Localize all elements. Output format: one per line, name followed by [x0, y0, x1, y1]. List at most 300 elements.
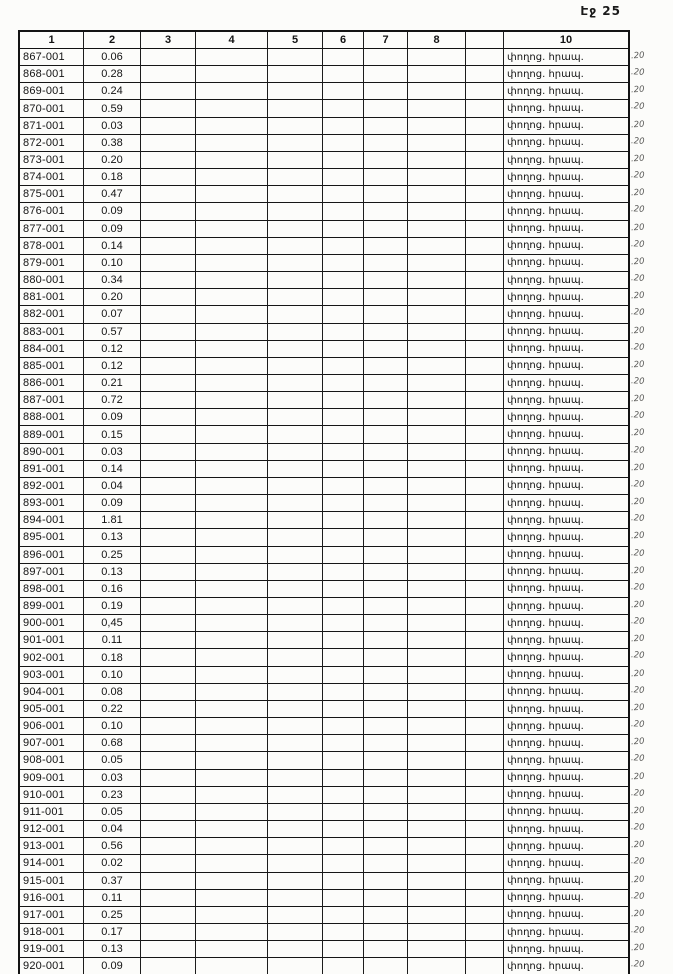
row-label-cell: փողոց. հրապ.	[504, 461, 628, 478]
empty-cell	[196, 735, 268, 752]
empty-cell	[141, 821, 196, 838]
empty-cell	[364, 804, 408, 821]
empty-cell	[196, 358, 268, 375]
row-id-cell: 898-001	[20, 581, 84, 598]
margin-annotations	[631, 47, 671, 973]
empty-cell	[466, 66, 504, 83]
empty-cell	[408, 838, 466, 855]
empty-cell	[408, 426, 466, 443]
empty-cell	[364, 855, 408, 872]
empty-cell	[323, 770, 364, 787]
margin-annotation: .20	[630, 290, 645, 302]
empty-cell	[268, 855, 323, 872]
margin-annotation: .20	[630, 925, 645, 936]
empty-cell	[141, 66, 196, 83]
row-id-cell: 914-001	[20, 855, 84, 872]
empty-cell	[408, 615, 466, 632]
empty-cell	[364, 118, 408, 135]
empty-cell	[196, 83, 268, 100]
empty-cell	[141, 855, 196, 872]
value-cell: 0.10	[84, 718, 141, 735]
empty-cell	[408, 564, 466, 581]
empty-cell	[141, 735, 196, 752]
empty-cell	[408, 649, 466, 666]
column-header-2: 2	[84, 32, 141, 49]
margin-annotation: .20	[630, 444, 645, 456]
row-id-cell: 889-001	[20, 426, 84, 443]
row-id-cell: 870-001	[20, 100, 84, 117]
empty-cell	[408, 752, 466, 769]
empty-cell	[323, 426, 364, 443]
margin-annotation: .20	[630, 890, 645, 902]
empty-cell	[364, 100, 408, 117]
value-cell: 0.10	[84, 255, 141, 272]
value-cell: 0.14	[84, 461, 141, 478]
empty-cell	[364, 461, 408, 478]
empty-cell	[466, 238, 504, 255]
empty-cell	[466, 49, 504, 66]
empty-cell	[323, 358, 364, 375]
value-cell: 0.09	[84, 203, 141, 220]
empty-cell	[141, 152, 196, 169]
value-cell: 0.72	[84, 392, 141, 409]
empty-cell	[466, 958, 504, 974]
value-cell: 0.09	[84, 958, 141, 974]
empty-cell	[196, 495, 268, 512]
empty-cell	[408, 203, 466, 220]
empty-cell	[364, 701, 408, 718]
empty-cell	[466, 341, 504, 358]
empty-cell	[364, 941, 408, 958]
row-label-cell: փողոց. հրապ.	[504, 804, 628, 821]
value-cell: 0.18	[84, 169, 141, 186]
row-label-cell: փողոց. հրապ.	[504, 787, 628, 804]
margin-annotation: .20	[630, 719, 645, 730]
empty-cell	[323, 907, 364, 924]
empty-cell	[196, 324, 268, 341]
empty-cell	[196, 375, 268, 392]
value-cell: 0.47	[84, 186, 141, 203]
column-header-3: 3	[141, 32, 196, 49]
empty-cell	[466, 924, 504, 941]
row-id-cell: 892-001	[20, 478, 84, 495]
empty-cell	[196, 564, 268, 581]
margin-annotation: .20	[630, 873, 645, 885]
empty-cell	[268, 49, 323, 66]
empty-cell	[323, 941, 364, 958]
empty-cell	[364, 547, 408, 564]
row-label-cell: փողոց. հրապ.	[504, 341, 628, 358]
empty-cell	[268, 478, 323, 495]
empty-cell	[466, 324, 504, 341]
margin-annotation: .20	[630, 788, 645, 799]
row-label-cell: փողոց. հրապ.	[504, 221, 628, 238]
empty-cell	[408, 306, 466, 323]
value-cell: 0.13	[84, 529, 141, 546]
row-id-cell: 913-001	[20, 838, 84, 855]
empty-cell	[323, 186, 364, 203]
empty-cell	[364, 649, 408, 666]
empty-cell	[323, 752, 364, 769]
empty-cell	[268, 66, 323, 83]
row-id-cell: 886-001	[20, 375, 84, 392]
empty-cell	[323, 667, 364, 684]
margin-annotation: .20	[630, 942, 645, 954]
empty-cell	[408, 718, 466, 735]
margin-annotation: .20	[630, 273, 645, 284]
column-header-10: 10	[504, 32, 628, 49]
empty-cell	[196, 684, 268, 701]
empty-cell	[141, 924, 196, 941]
row-id-cell: 893-001	[20, 495, 84, 512]
value-cell: 0.59	[84, 100, 141, 117]
row-label-cell: փողոց. հրապ.	[504, 66, 628, 83]
empty-cell	[268, 512, 323, 529]
empty-cell	[141, 341, 196, 358]
value-cell: 0.24	[84, 83, 141, 100]
empty-cell	[466, 855, 504, 872]
empty-cell	[268, 890, 323, 907]
empty-cell	[268, 135, 323, 152]
empty-cell	[364, 186, 408, 203]
empty-cell	[268, 118, 323, 135]
empty-cell	[196, 718, 268, 735]
empty-cell	[268, 375, 323, 392]
empty-cell	[408, 855, 466, 872]
row-id-cell: 903-001	[20, 667, 84, 684]
empty-cell	[141, 83, 196, 100]
empty-cell	[408, 49, 466, 66]
row-label-cell: փողոց. հրապ.	[504, 358, 628, 375]
empty-cell	[364, 924, 408, 941]
row-id-cell: 916-001	[20, 890, 84, 907]
empty-cell	[196, 924, 268, 941]
empty-cell	[141, 701, 196, 718]
value-cell: 0.09	[84, 495, 141, 512]
empty-cell	[466, 306, 504, 323]
empty-cell	[408, 478, 466, 495]
empty-cell	[141, 804, 196, 821]
empty-cell	[196, 272, 268, 289]
empty-cell	[408, 873, 466, 890]
empty-cell	[141, 392, 196, 409]
row-id-cell: 896-001	[20, 547, 84, 564]
empty-cell	[268, 907, 323, 924]
empty-cell	[466, 632, 504, 649]
empty-cell	[466, 735, 504, 752]
empty-cell	[268, 444, 323, 461]
empty-cell	[141, 770, 196, 787]
row-id-cell: 901-001	[20, 632, 84, 649]
page-number: Էջ 25	[580, 4, 621, 18]
row-label-cell: փողոց. հրապ.	[504, 547, 628, 564]
empty-cell	[141, 444, 196, 461]
empty-cell	[141, 461, 196, 478]
empty-cell	[364, 203, 408, 220]
empty-cell	[141, 787, 196, 804]
column-header-4: 4	[196, 32, 268, 49]
margin-annotation: .20	[630, 805, 645, 817]
margin-annotation: .20	[630, 565, 645, 577]
row-label-cell: փողոց. հրապ.	[504, 444, 628, 461]
empty-cell	[323, 890, 364, 907]
empty-cell	[466, 684, 504, 701]
empty-cell	[364, 289, 408, 306]
empty-cell	[466, 272, 504, 289]
empty-cell	[196, 752, 268, 769]
margin-annotation: .20	[630, 856, 645, 868]
value-cell: 0.06	[84, 49, 141, 66]
value-cell: 0.37	[84, 873, 141, 890]
row-label-cell: փողոց. հրապ.	[504, 186, 628, 203]
empty-cell	[466, 598, 504, 615]
margin-annotation: .20	[630, 239, 645, 250]
empty-cell	[364, 409, 408, 426]
empty-cell	[196, 873, 268, 890]
row-id-cell: 890-001	[20, 444, 84, 461]
column-header-7: 7	[364, 32, 408, 49]
empty-cell	[323, 564, 364, 581]
value-cell: 0.12	[84, 341, 141, 358]
value-cell: 0.07	[84, 306, 141, 323]
empty-cell	[196, 478, 268, 495]
empty-cell	[323, 100, 364, 117]
row-label-cell: փողոց. հրապ.	[504, 958, 628, 974]
value-cell: 0.17	[84, 924, 141, 941]
empty-cell	[196, 787, 268, 804]
row-id-cell: 880-001	[20, 272, 84, 289]
margin-annotation: .20	[630, 324, 645, 336]
value-cell: 0.57	[84, 324, 141, 341]
empty-cell	[268, 804, 323, 821]
value-cell: 0.03	[84, 118, 141, 135]
empty-cell	[141, 838, 196, 855]
row-id-cell: 905-001	[20, 701, 84, 718]
column-header-1: 1	[20, 32, 84, 49]
margin-annotation: .20	[630, 839, 645, 851]
empty-cell	[364, 444, 408, 461]
value-cell: 0.56	[84, 838, 141, 855]
margin-annotation: .20	[630, 376, 645, 387]
empty-cell	[408, 804, 466, 821]
empty-cell	[364, 735, 408, 752]
margin-annotation: .20	[630, 599, 645, 611]
empty-cell	[466, 255, 504, 272]
value-cell: 0.23	[84, 787, 141, 804]
empty-cell	[364, 821, 408, 838]
value-cell: 0.13	[84, 564, 141, 581]
empty-cell	[466, 752, 504, 769]
value-cell: 0.11	[84, 632, 141, 649]
margin-annotation: .20	[630, 633, 645, 645]
row-label-cell: փողոց. հրապ.	[504, 255, 628, 272]
empty-cell	[364, 873, 408, 890]
empty-cell	[323, 547, 364, 564]
empty-cell	[268, 306, 323, 323]
empty-cell	[141, 752, 196, 769]
empty-cell	[466, 444, 504, 461]
empty-cell	[141, 564, 196, 581]
empty-cell	[364, 752, 408, 769]
margin-annotation: .20	[630, 668, 645, 680]
empty-cell	[268, 186, 323, 203]
empty-cell	[408, 547, 466, 564]
margin-annotation: .20	[630, 685, 645, 696]
row-id-cell: 909-001	[20, 770, 84, 787]
empty-cell	[196, 890, 268, 907]
empty-cell	[408, 324, 466, 341]
empty-cell	[364, 615, 408, 632]
row-label-cell: փողոց. հրապ.	[504, 752, 628, 769]
empty-cell	[141, 135, 196, 152]
empty-cell	[268, 667, 323, 684]
empty-cell	[323, 701, 364, 718]
empty-cell	[364, 598, 408, 615]
empty-cell	[268, 547, 323, 564]
value-cell: 0.20	[84, 289, 141, 306]
row-id-cell: 899-001	[20, 598, 84, 615]
row-label-cell: փողոց. հրապ.	[504, 324, 628, 341]
row-id-cell: 876-001	[20, 203, 84, 220]
empty-cell	[323, 512, 364, 529]
row-id-cell: 882-001	[20, 306, 84, 323]
row-id-cell: 904-001	[20, 684, 84, 701]
margin-annotation: .20	[630, 530, 645, 542]
empty-cell	[408, 444, 466, 461]
empty-cell	[268, 873, 323, 890]
empty-cell	[268, 341, 323, 358]
empty-cell	[268, 221, 323, 238]
row-id-cell: 875-001	[20, 186, 84, 203]
value-cell: 0.05	[84, 752, 141, 769]
data-table	[18, 30, 630, 974]
value-cell: 0.08	[84, 684, 141, 701]
empty-cell	[408, 787, 466, 804]
empty-cell	[466, 770, 504, 787]
row-id-cell: 872-001	[20, 135, 84, 152]
empty-cell	[466, 289, 504, 306]
empty-cell	[196, 461, 268, 478]
empty-cell	[408, 221, 466, 238]
empty-cell	[196, 49, 268, 66]
empty-cell	[323, 409, 364, 426]
row-id-cell: 878-001	[20, 238, 84, 255]
empty-cell	[268, 392, 323, 409]
empty-cell	[323, 49, 364, 66]
empty-cell	[196, 100, 268, 117]
margin-annotation: .20	[630, 513, 645, 524]
empty-cell	[466, 221, 504, 238]
value-cell: 0.19	[84, 598, 141, 615]
margin-annotation: .20	[630, 101, 645, 113]
row-id-cell: 891-001	[20, 461, 84, 478]
empty-cell	[364, 375, 408, 392]
value-cell: 0.02	[84, 855, 141, 872]
margin-annotation: .20	[630, 650, 645, 662]
empty-cell	[323, 855, 364, 872]
empty-cell	[466, 873, 504, 890]
empty-cell	[141, 890, 196, 907]
empty-cell	[196, 135, 268, 152]
empty-cell	[323, 838, 364, 855]
empty-cell	[408, 169, 466, 186]
empty-cell	[323, 289, 364, 306]
empty-cell	[466, 564, 504, 581]
empty-cell	[364, 324, 408, 341]
margin-annotation: .20	[630, 582, 645, 593]
row-label-cell: փողոց. հրապ.	[504, 426, 628, 443]
empty-cell	[268, 649, 323, 666]
margin-annotation: .20	[630, 427, 645, 439]
empty-cell	[196, 598, 268, 615]
value-cell: 0.25	[84, 547, 141, 564]
empty-cell	[268, 632, 323, 649]
empty-cell	[466, 100, 504, 117]
empty-cell	[323, 306, 364, 323]
empty-cell	[323, 924, 364, 941]
empty-cell	[466, 186, 504, 203]
row-id-cell: 920-001	[20, 958, 84, 974]
empty-cell	[268, 461, 323, 478]
empty-cell	[196, 770, 268, 787]
empty-cell	[408, 581, 466, 598]
row-id-cell: 911-001	[20, 804, 84, 821]
margin-annotation: .20	[630, 822, 645, 833]
empty-cell	[268, 203, 323, 220]
empty-cell	[141, 958, 196, 974]
empty-cell	[196, 152, 268, 169]
row-label-cell: փողոց. հրապ.	[504, 49, 628, 66]
empty-cell	[466, 907, 504, 924]
empty-cell	[323, 238, 364, 255]
empty-cell	[364, 495, 408, 512]
empty-cell	[141, 529, 196, 546]
row-id-cell: 895-001	[20, 529, 84, 546]
empty-cell	[323, 478, 364, 495]
empty-cell	[323, 341, 364, 358]
empty-cell	[323, 118, 364, 135]
margin-annotation: .20	[630, 959, 645, 971]
empty-cell	[196, 118, 268, 135]
empty-cell	[141, 598, 196, 615]
empty-cell	[268, 941, 323, 958]
empty-cell	[466, 838, 504, 855]
margin-annotation: .20	[630, 187, 645, 199]
empty-cell	[364, 770, 408, 787]
empty-cell	[408, 958, 466, 974]
row-label-cell: փողոց. հրապ.	[504, 392, 628, 409]
empty-cell	[364, 135, 408, 152]
empty-cell	[323, 375, 364, 392]
empty-cell	[466, 615, 504, 632]
empty-cell	[408, 66, 466, 83]
row-label-cell: փողոց. հրապ.	[504, 907, 628, 924]
row-label-cell: փողոց. հրապ.	[504, 941, 628, 958]
empty-cell	[196, 529, 268, 546]
empty-cell	[196, 804, 268, 821]
value-cell: 0.28	[84, 66, 141, 83]
empty-cell	[268, 324, 323, 341]
row-id-cell: 874-001	[20, 169, 84, 186]
row-label-cell: փողոց. հրապ.	[504, 890, 628, 907]
empty-cell	[466, 478, 504, 495]
empty-cell	[268, 169, 323, 186]
empty-cell	[323, 529, 364, 546]
empty-cell	[323, 255, 364, 272]
row-label-cell: փողոց. հրապ.	[504, 238, 628, 255]
column-header-5: 5	[268, 32, 323, 49]
empty-cell	[268, 100, 323, 117]
